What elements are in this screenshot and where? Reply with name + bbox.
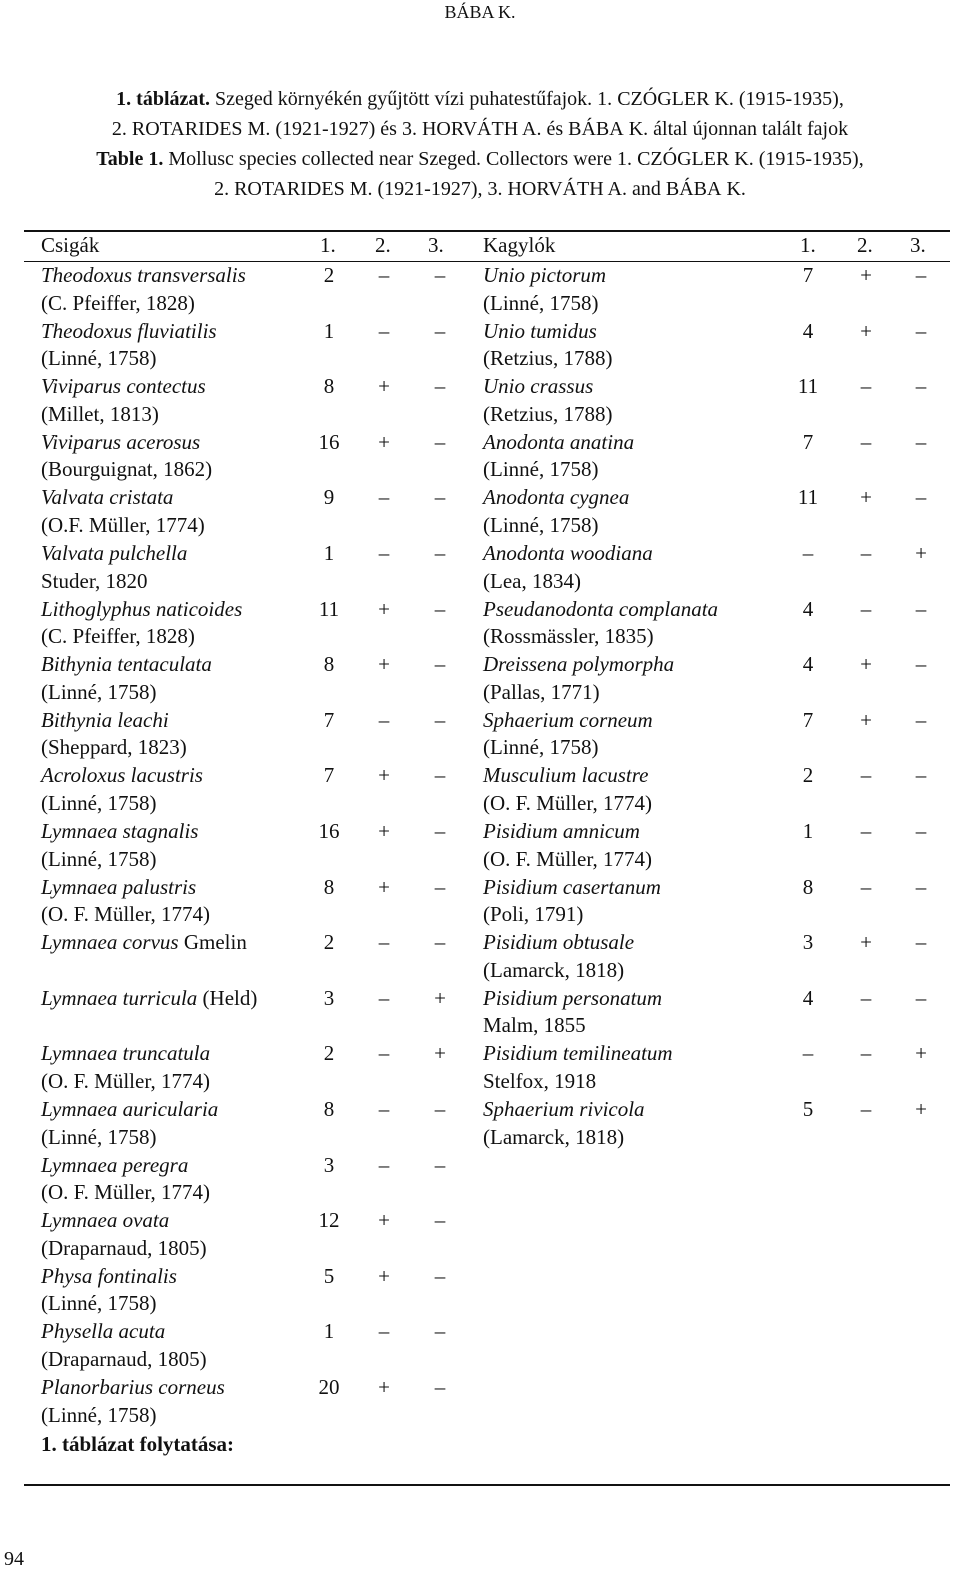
collector-1-cell: 4 [802,318,814,343]
species-cell [483,596,718,651]
species-author: (Lea, 1834) [483,568,581,593]
collector-1-cell: 2 [802,763,814,788]
species-name: Unio tumidus [483,318,597,343]
collector-2-cell: + [378,763,390,788]
collector-1-cell: 7 [802,429,814,454]
collector-1-cell: 7 [323,763,335,788]
species-cell [483,484,629,539]
collector-1-cell: 8 [323,374,335,399]
header-col-2-right: 2. [857,233,873,257]
species-name: Lymnaea peregra [41,1152,189,1177]
collector-2-cell: – [378,1152,390,1177]
collector-3-cell: + [915,541,927,565]
page-number: 94 [4,1548,24,1570]
species-cell [483,874,661,929]
collector-2-cell: + [378,1263,390,1288]
species-name-line [41,1207,207,1235]
species-name-line [41,1263,177,1291]
collector-3-cell: – [434,874,446,899]
species-name: Dreissena polymorpha [483,652,675,677]
collector-2-cell: + [378,1375,390,1399]
species-name: Lithoglyphus naticoides [41,596,243,621]
collector-1-cell: 11 [797,485,819,510]
species-name: Sphaerium corneum [483,707,653,732]
species-author: (Draparnaud, 1805) [41,1346,207,1371]
species-author: (Millet, 1813) [41,401,159,426]
species-author: (C. Pfeiffer, 1828) [41,290,195,315]
species-cell [41,1207,207,1262]
table-row [0,985,960,1041]
collector-3-cell: + [434,985,446,1010]
species-name-line [483,540,653,568]
species-name-line [483,985,662,1013]
collector-2-cell: – [860,374,872,399]
collector-1-cell: 7 [802,263,814,287]
species-author: (Linné, 1758) [41,1124,157,1149]
table-row [0,429,960,485]
species-cell [483,1096,645,1151]
species-name: Lymnaea truncatula [41,1041,211,1066]
collector-3-cell: – [915,318,927,343]
species-name-line [483,929,634,957]
species-author: Malm, 1855 [483,1013,586,1038]
collector-1-cell: 4 [802,652,814,677]
species-author: (Retzius, 1788) [483,346,613,371]
header-bivalves: Kagylók [483,233,556,257]
species-author: (O. F. Müller, 1774) [483,790,652,815]
table-row [0,262,960,318]
species-author: Stelfox, 1918 [483,1068,597,1093]
species-name-line [41,1152,210,1180]
collector-1-cell: 8 [802,874,814,899]
species-name-line [483,1040,673,1068]
collector-1-cell: 4 [802,985,814,1010]
species-name: Lymnaea ovata [41,1208,170,1233]
collector-3-cell: – [434,1319,446,1344]
species-name: Anodonta woodiana [483,541,653,565]
species-cell [483,540,653,595]
species-name: Anodonta anatina [483,429,635,454]
species-name-line [41,1374,225,1402]
table-row [0,874,960,930]
species-cell [41,1263,177,1318]
collector-1-cell: 3 [323,1152,335,1177]
collector-3-cell: – [434,930,446,955]
species-name: Pisidium personatum [483,985,663,1010]
species-cell [41,1152,210,1207]
table-row [0,540,960,596]
caption-hu-line-1: 1. táblázat. Szeged környékén gyűjtött vízi puhatestűfajok. 1. CZÓGLER K. (1915-1935), [116,88,844,110]
collector-3-cell: – [434,318,446,343]
species-name-line [483,484,629,512]
collector-3-cell: – [915,596,927,621]
species-name: Musculium lacustre [483,763,649,788]
species-author: (Linné, 1758) [483,735,599,760]
species-cell [483,707,653,762]
species-name: Pisidium amnicum [483,819,640,843]
species-author: (Linné, 1758) [483,512,599,537]
collector-3-cell: + [915,1097,927,1121]
caption-en-line-1: Table 1. Mollusc species collected near Szeged. Collectors were 1. CZÓGLER K. (1915-1935), [96,148,864,170]
collector-1-cell: 5 [802,1097,814,1121]
collector-3-cell: – [915,374,927,399]
table-row [0,1152,960,1208]
collector-2-cell: – [378,541,390,565]
collector-2-cell: + [378,374,390,399]
header-col-1-left: 1. [320,233,336,257]
species-author: (Bourguignat, 1862) [41,457,213,482]
species-name: Anodonta cygnea [483,485,630,510]
species-name-line [483,651,674,679]
collector-1-cell: – [802,541,814,565]
collector-2-cell: – [378,263,390,287]
table-continuation-note: 1. táblázat folytatása: [41,1432,235,1456]
table-row [0,707,960,763]
collector-2-cell: – [378,707,390,732]
table-bottom-rule [24,1484,950,1486]
species-author: (Sheppard, 1823) [41,735,187,760]
species-author: (O.F. Müller, 1774) [41,512,205,537]
species-name: Planorbarius corneus [41,1375,225,1399]
species-cell [483,429,634,484]
collector-2-cell: – [860,985,872,1010]
collector-1-cell: 2 [323,930,335,955]
species-author: (Linné, 1758) [41,679,157,704]
collector-3-cell: – [434,763,446,788]
collector-2-cell: + [860,707,872,732]
species-name-line [483,818,652,846]
species-name: Sphaerium rivicola [483,1097,645,1121]
collector-2-cell: – [860,1041,872,1066]
table-row [0,1096,960,1152]
collector-2-cell: – [860,541,872,565]
species-name: Valvata cristata [41,485,174,510]
table-row [0,651,960,707]
table-row [0,1040,960,1096]
table-row [0,1374,960,1430]
species-name-line [483,262,606,290]
species-name: Lymnaea palustris [41,874,197,899]
species-cell [483,985,662,1040]
collector-1-cell: 2 [323,1041,335,1066]
species-name-line [483,429,634,457]
table-row [0,818,960,874]
collector-3-cell: – [915,263,927,287]
species-name: Lymnaea stagnalis [41,819,199,843]
table-row [0,596,960,652]
collector-2-cell: + [378,874,390,899]
collector-3-cell: – [915,985,927,1010]
collector-1-cell: 4 [802,596,814,621]
collector-2-cell: – [378,1319,390,1344]
species-name-line [483,1096,645,1124]
collector-2-cell: + [860,930,872,955]
collector-1-cell: 3 [323,985,335,1010]
collector-3-cell: – [434,1097,446,1121]
collector-1-cell: 11 [797,374,819,399]
species-name: Pisidium temilineatum [483,1041,673,1066]
species-author: (Lamarck, 1818) [483,957,625,982]
species-name: Physella acuta [41,1319,166,1344]
species-author: (O. F. Müller, 1774) [483,846,652,871]
species-author: (Poli, 1791) [483,902,584,927]
species-author: (Linné, 1758) [41,1402,157,1427]
species-name: Unio pictorum [483,263,607,287]
species-cell [483,1040,673,1095]
species-name-line [41,1318,207,1346]
species-name-line [483,596,718,624]
collector-1-cell: 11 [318,596,340,621]
collector-2-cell: + [378,596,390,621]
species-name: Lymnaea auricularia [41,1097,219,1121]
species-author: (Linné, 1758) [483,457,599,482]
species-name-line [483,874,661,902]
caption-hu-line-2: 2. ROTARIDES M. (1921-1927) és 3. HORVÁTH A. és BÁBA K. által újonnan talált fajok [111,118,849,140]
species-author: (O. F. Müller, 1774) [41,1180,210,1205]
collector-3-cell: – [434,596,446,621]
species-name: Pisidium obtusale [483,930,635,955]
table-row [0,484,960,540]
collector-3-cell: – [434,263,446,287]
collector-3-cell: – [915,485,927,510]
collector-3-cell: – [434,1263,446,1288]
collector-1-cell: 1 [323,318,335,343]
species-name-line [483,707,653,735]
species-name: Physa fontinalis [41,1263,177,1288]
collector-1-cell: 8 [323,874,335,899]
collector-1-cell: 1 [323,1319,335,1344]
species-name: Viviparus acerosus [41,429,201,454]
collector-1-cell: – [802,1041,814,1066]
collector-2-cell: – [378,930,390,955]
collector-1-cell: 7 [802,707,814,732]
species-name: Pisidium casertanum [483,874,661,899]
collector-2-cell: + [378,652,390,677]
species-name-line [483,318,612,346]
table-row [0,1263,960,1319]
collector-2-cell: + [860,652,872,677]
species-cell [41,1318,207,1373]
species-author: Studer, 1820 [41,568,148,593]
table-row [0,318,960,374]
collector-3-cell: + [434,1041,446,1066]
collector-2-cell: + [378,429,390,454]
collector-3-cell: – [434,1152,446,1177]
collector-2-cell: – [860,874,872,899]
species-author: (Linné, 1758) [41,1291,157,1316]
species-cell [483,929,634,984]
species-author: (Retzius, 1788) [483,401,613,426]
collector-3-cell: – [434,374,446,399]
collector-2-cell: + [860,485,872,510]
collector-3-cell: – [434,1375,446,1399]
species-name: Theodoxus fluviatilis [41,318,217,343]
table-row [0,929,960,985]
species-name: Lymnaea turricula [41,985,198,1010]
species-name: Acroloxus lacustris [41,763,203,788]
collector-2-cell: – [378,1097,390,1121]
species-author: (Linné, 1758) [41,346,157,371]
collector-2-cell: + [860,318,872,343]
header-col-1-right: 1. [800,233,816,257]
species-cell [483,262,606,317]
species-name: Pseudanodonta complanata [483,596,719,621]
species-author: (O. F. Müller, 1774) [41,902,210,927]
collector-2-cell: – [860,429,872,454]
species-author: (Linné, 1758) [483,290,599,315]
collector-3-cell: – [434,707,446,732]
table-row [0,762,960,818]
collector-1-cell: 8 [323,652,335,677]
table-header-row [0,233,960,261]
collector-1-cell: 7 [323,707,335,732]
species-name: Bithynia leachi [41,707,169,732]
collector-3-cell: – [915,429,927,454]
collector-1-cell: 3 [802,930,814,955]
species-cell [483,651,674,706]
species-author-inline: (Held) [197,985,258,1010]
collector-2-cell: – [378,485,390,510]
collector-3-cell: – [434,652,446,677]
species-author: (Rossmässler, 1835) [483,624,654,649]
species-cell [483,762,652,817]
collector-3-cell: – [915,707,927,732]
header-col-3-right: 3. [910,233,926,257]
collector-1-cell: 16 [318,429,340,454]
collector-1-cell: 9 [323,485,335,510]
species-name-line [483,373,612,401]
collector-3-cell: + [915,1041,927,1066]
species-author: (C. Pfeiffer, 1828) [41,624,195,649]
collector-1-cell: 5 [323,1263,335,1288]
collector-2-cell: – [860,596,872,621]
species-name: Unio crassus [483,374,594,399]
species-name: Theodoxus transversalis [41,263,246,287]
species-name: Viviparus contectus [41,374,206,399]
collector-2-cell: – [860,1097,872,1121]
species-name: Lymnaea corvus [41,930,179,955]
species-cell [483,373,612,428]
collector-3-cell: – [915,930,927,955]
collector-3-cell: – [434,429,446,454]
species-author: (Draparnaud, 1805) [41,1235,207,1260]
collector-3-cell: – [915,763,927,788]
collector-3-cell: – [434,1208,446,1233]
table-row [0,1318,960,1374]
collector-3-cell: – [434,485,446,510]
species-author: (Pallas, 1771) [483,679,600,704]
species-name-line [483,762,652,790]
species-author: (Linné, 1758) [41,790,157,815]
species-name: Valvata pulchella [41,541,188,565]
collector-1-cell: 12 [318,1208,340,1233]
species-cell [483,818,652,873]
collector-2-cell: – [378,318,390,343]
table-row [0,1207,960,1263]
collector-1-cell: 20 [318,1375,340,1399]
header-col-2-left: 2. [375,233,391,257]
collector-2-cell: – [378,1041,390,1066]
collector-3-cell: – [434,819,446,843]
collector-1-cell: 1 [802,819,814,843]
collector-2-cell: + [860,263,872,287]
collector-2-cell: – [378,985,390,1010]
collector-1-cell: 16 [318,819,340,843]
species-author: (O. F. Müller, 1774) [41,1068,210,1093]
collector-1-cell: 2 [323,263,335,287]
collector-2-cell: – [860,819,872,843]
table-row [0,373,960,429]
collector-3-cell: – [915,874,927,899]
collector-2-cell: + [378,819,390,843]
collector-1-cell: 8 [323,1097,335,1121]
header-gastropods: Csigák [41,233,100,257]
collector-2-cell: – [860,763,872,788]
species-name: Bithynia tentaculata [41,652,212,677]
header-col-3-left: 3. [428,233,444,257]
collector-2-cell: + [378,1208,390,1233]
species-cell [483,318,612,373]
species-author: (Lamarck, 1818) [483,1124,625,1149]
collector-3-cell: – [915,819,927,843]
species-author: (Linné, 1758) [41,846,157,871]
species-cell [41,1374,225,1429]
caption-en-line-2: 2. ROTARIDES M. (1921-1927), 3. HORVÁTH A. and BÁBA K. [214,178,746,200]
collector-1-cell: 1 [323,541,335,565]
running-head: BÁBA K. [444,2,516,22]
collector-3-cell: – [434,541,446,565]
species-author-inline: Gmelin [178,930,247,955]
table-top-rule [24,230,950,232]
collector-3-cell: – [915,652,927,677]
